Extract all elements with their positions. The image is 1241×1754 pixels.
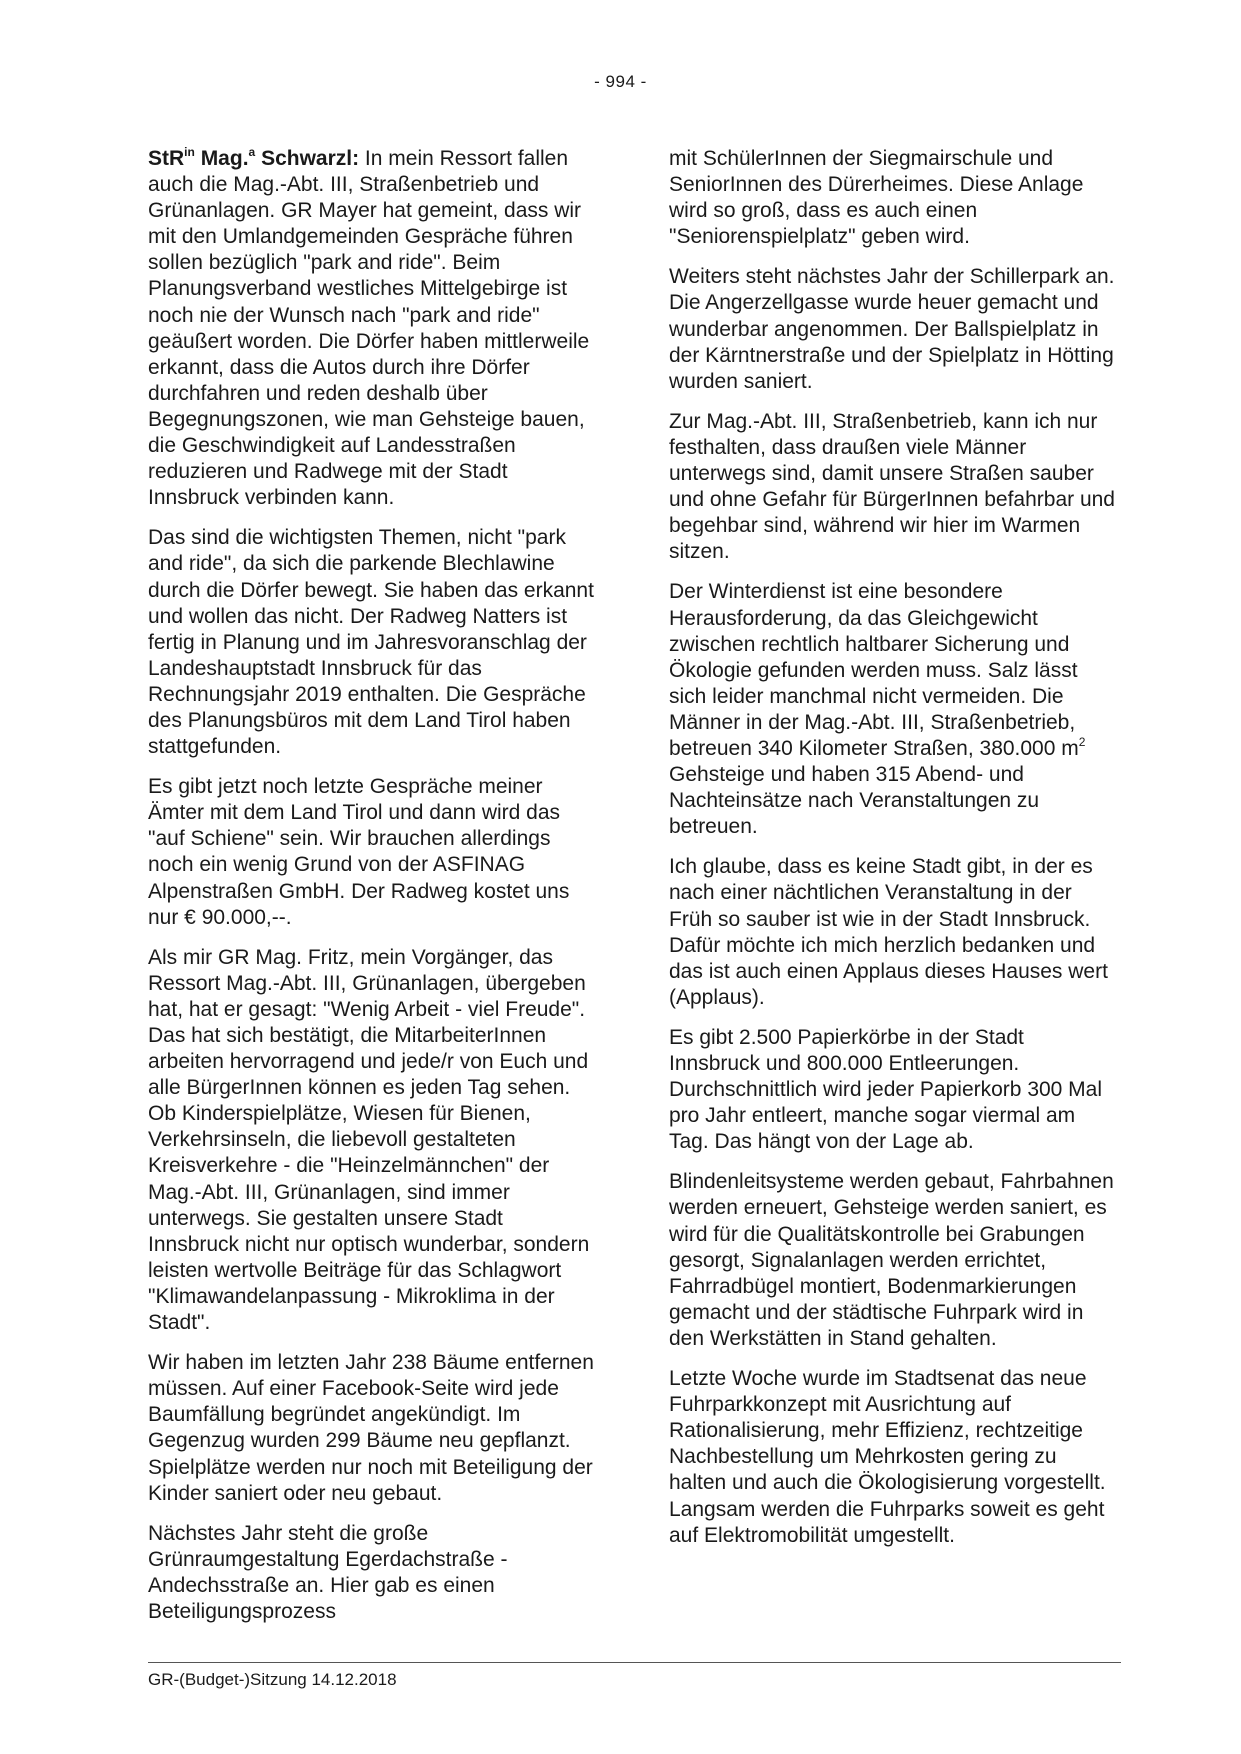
unit-superscript: 2 xyxy=(1078,734,1086,749)
paragraph-text: Der Winterdienst ist eine besondere Herausforderung, da das Gleichgewicht zwischen rechtlich haltbarer Sicherung und Ökologie gefunden werden muss. Salz lässt sich leider manchmal nicht vermeiden. Die Männer in der Mag.-Abt. III, Straßenbetrieb, betreuen 340 Kilometer Straßen, 380.000 m xyxy=(669,580,1079,760)
speaker-title-suffix: in xyxy=(184,145,195,159)
paragraph: Blindenleitsysteme werden gebaut, Fahrbahnen werden erneuert, Gehsteige werden saniert, es wird für die Qualitätskontrolle bei Grabungen gesorgt, Signalanlagen werden errichtet, Fahrradbügel montiert, Bodenmarkierungen gemacht und der städtische Fuhrpark wird in den Werkstätten in Stand gehalten. xyxy=(669,1170,1114,1350)
paragraph: Es gibt 2.500 Papierkörbe in der Stadt Innsbruck und 800.000 Entleerungen. Durchschnittlich wird jeder Papierkorb 300 Mal pro Jahr entleert, manche sogar viermal am Tag. Das hängt von der Lage ab. xyxy=(669,1025,1103,1154)
paragraph-text: In mein Ressort fallen auch die Mag.-Abt. III, Straßenbetrieb und Grünanlagen. GR Mayer hat gemeint, dass wir mit den Umlandgemeinden Gespräche führen sollen bezüglich "park and ride". Beim Planungsverband westliches Mittelgebirge ist noch nie der Wunsch nach "park and ride" geäußert worden. Die Dörfer haben mittlerweile erkannt, dass die Autos durch ihre Dörfer durchfahren und reden deshalb über Begegnungszonen, wie man Gehsteige bauen, die Geschwindigkeit auf Landesstraßen reduzieren und Radwege mit der Stadt Innsbruck verbinden kann. xyxy=(148,147,590,510)
left-column xyxy=(148,146,594,1639)
right-column xyxy=(669,146,1115,1563)
paragraph: Ich glaube, dass es keine Stadt gibt, in der es nach einer nächtlichen Veranstaltung in der Früh so sauber ist wie in der Stadt Innsbruck. Dafür möchte ich mich herzlich bedanken und das ist auch einen Applaus dieses Hauses wert (Applaus). xyxy=(669,855,1108,1009)
paragraph: Letzte Woche wurde im Stadtsenat das neue Fuhrparkkonzept mit Ausrichtung auf Rationalisierung, mehr Effizienz, rechtzeitige Nachbestellung um Mehrkosten gering zu halten und auch die Ökologisierung vorgestellt. Langsam werden die Fuhrparks soweit es geht auf Elektromobilität umgestellt. xyxy=(669,1367,1106,1547)
paragraph: Zur Mag.-Abt. III, Straßenbetrieb, kann ich nur festhalten, dass draußen viele Männer unterwegs sind, damit unsere Straßen sauber und ohne Gefahr für BürgerInnen befahrbar und begehbar sind, während wir hier im Warmen sitzen. xyxy=(669,409,1115,564)
paragraph-text: Gehsteige und haben 315 Abend- und Nachteinsätze nach Veranstaltungen zu betreuen. xyxy=(669,763,1040,839)
paragraph: mit SchülerInnen der Siegmairschule und SeniorInnen des Dürerheimes. Diese Anlage wird so groß, dass es auch einen "Seniorenspielplatz" geben wird. xyxy=(669,147,1084,249)
footer-session-label: GR-(Budget-)Sitzung 14.12.2018 xyxy=(148,1670,397,1689)
paragraph xyxy=(148,146,594,511)
page-number: - 994 - xyxy=(594,72,647,91)
speaker-degree-suffix: a xyxy=(248,145,256,159)
paragraph: Nächstes Jahr steht die große Grünraumgestaltung Egerdachstraße - Andechsstraße an. Hier gab es einen Beteiligungsprozess xyxy=(148,1521,508,1623)
paragraph xyxy=(669,579,1115,840)
paragraph: Weiters steht nächstes Jahr der Schillerpark an. Die Angerzellgasse wurde heuer gemacht und wunderbar angenommen. Der Ballspielplatz in der Kärntnerstraße und der Spielplatz in Hötting wurden saniert. xyxy=(669,265,1115,393)
speaker-title: StR xyxy=(148,147,185,170)
speaker-name xyxy=(148,147,359,170)
paragraph: Als mir GR Mag. Fritz, mein Vorgänger, das Ressort Mag.-Abt. III, Grünanlagen, übergeben hat, hat er gesagt: "Wenig Arbeit - viel Freude". Das hat sich bestätigt, die MitarbeiterInnen arbeiten hervorragend und jede/r von Euch und alle BürgerInnen können es jeden Tag sehen. Ob Kinderspielplätze, Wiesen für Bienen, Verkehrsinseln, die liebevoll gestalteten Kreisverkehre - die "Heinzelmännchen" der Mag.-Abt. III, Grünanlagen, sind immer unterwegs. Sie gestalten unsere Stadt Innsbruck nicht nur optisch wunderbar, sondern leisten wertvolle Beiträge für das Schlagwort "Klimawandelanpassung - Mikroklima in der Stadt". xyxy=(148,945,590,1335)
speaker-degree: Mag. xyxy=(200,147,249,170)
speaker-surname: Schwarzl: xyxy=(261,147,360,170)
paragraph: Das sind die wichtigsten Themen, nicht "park and ride", da sich die parkende Blechlawine durch die Dörfer bewegt. Sie haben das erkannt und wollen das nicht. Der Radweg Natters ist fertig in Planung und im Jahresvoranschlag der Landeshauptstadt Innsbruck für das Rechnungsjahr 2019 enthalten. Die Gespräche des Planungsbüros mit dem Land Tirol haben stattgefunden. xyxy=(148,526,594,759)
paragraph: Es gibt jetzt noch letzte Gespräche meiner Ämter mit dem Land Tirol und dann wird das "auf Schiene" sein. Wir brauchen allerdings noch ein wenig Grund von der ASFINAG Alpenstraßen GmbH. Der Radweg kostet uns nur € 90.000,--. xyxy=(148,775,570,929)
footer-divider xyxy=(148,1662,1121,1663)
paragraph: Wir haben im letzten Jahr 238 Bäume entfernen müssen. Auf einer Facebook-Seite wird jede Baumfällung begründet angekündigt. Im Gegenzug wurden 299 Bäume neu gepflanzt. Spielplätze werden nur noch mit Beteiligung der Kinder saniert oder neu gebaut. xyxy=(148,1351,594,1505)
